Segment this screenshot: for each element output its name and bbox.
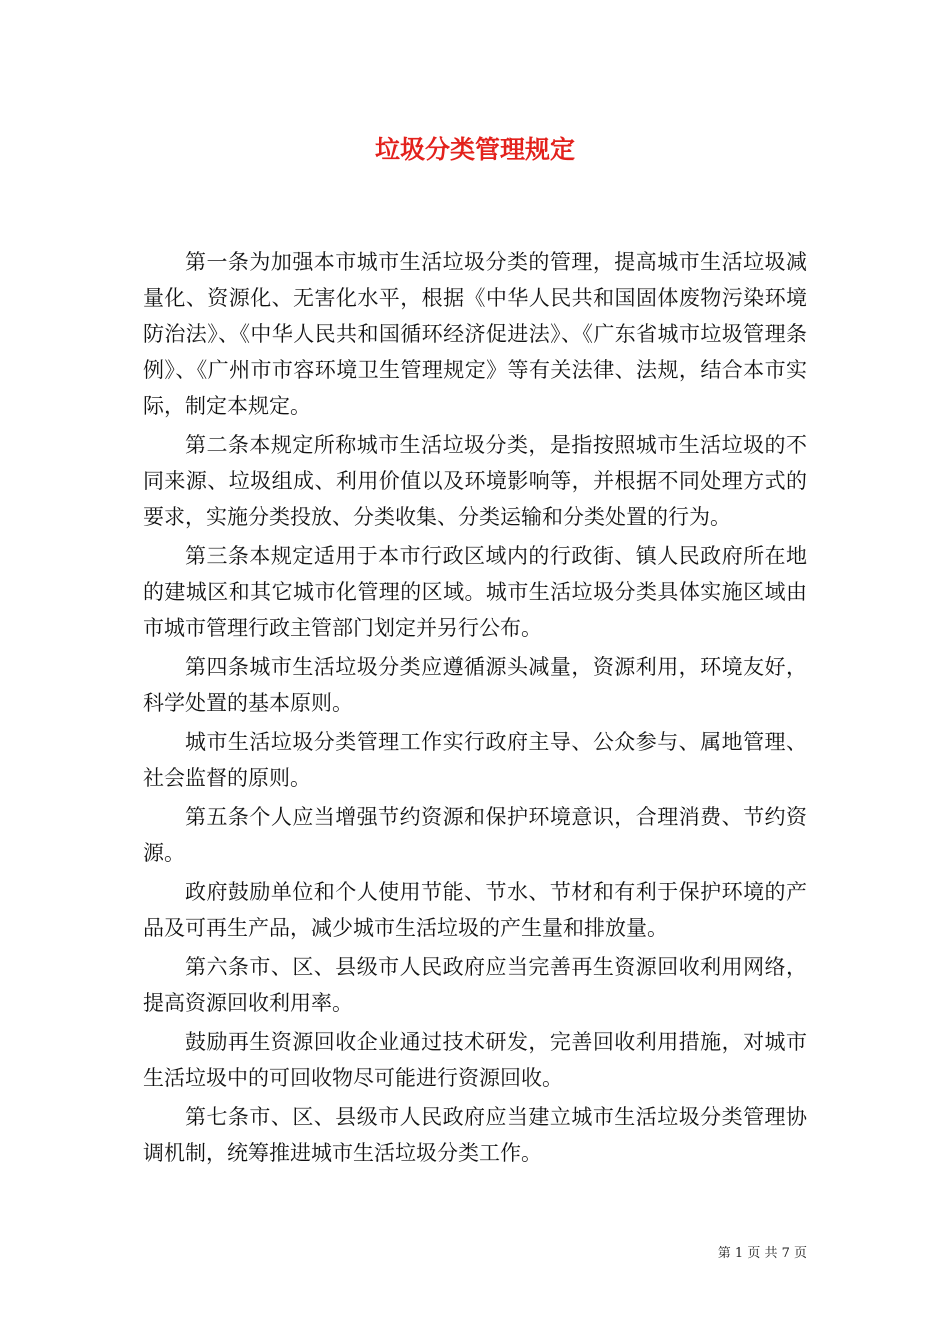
paragraph-article-1: 第一条为加强本市城市生活垃圾分类的管理，提高城市生活垃圾减量化、资源化、无害化水平，根据《中华人民共和国固体废物污染环境防治法》、《中华人民共和国循环经济促进法》、《广东省城市垃圾管理条例》、《广州市市容环境卫生管理规定》等有关法律、法规，结合本市实际，制定本规定。 <box>143 250 807 418</box>
paragraph-article-6: 第六条市、区、县级市人民政府应当完善再生资源回收利用网络，提高资源回收利用率。 <box>143 955 807 1015</box>
paragraph-article-4-principles: 城市生活垃圾分类管理工作实行政府主导、公众参与、属地管理、社会监督的原则。 <box>143 730 807 790</box>
paragraph-article-3: 第三条本规定适用于本市行政区域内的行政街、镇人民政府所在地的建城区和其它城市化管理的区域。城市生活垃圾分类具体实施区域由市城市管理行政主管部门划定并另行公布。 <box>143 544 807 640</box>
paragraph-article-7: 第七条市、区、县级市人民政府应当建立城市生活垃圾分类管理协调机制，统筹推进城市生活垃圾分类工作。 <box>143 1105 807 1165</box>
paragraph-article-5: 第五条个人应当增强节约资源和保护环境意识，合理消费、节约资源。 <box>143 805 807 865</box>
page-number-footer: 第 1 页 共 7 页 <box>717 1246 807 1261</box>
paragraph-article-2: 第二条本规定所称城市生活垃圾分类，是指按照城市生活垃圾的不同来源、垃圾组成、利用价值以及环境影响等，并根据不同处理方式的要求，实施分类投放、分类收集、分类运输和分类处置的行为。 <box>143 433 807 529</box>
document-title: 垃圾分类管理规定 <box>374 135 575 164</box>
document-body <box>143 244 807 1174</box>
paragraph-article-4: 第四条城市生活垃圾分类应遵循源头减量，资源利用，环境友好，科学处置的基本原则。 <box>143 655 807 715</box>
paragraph-article-5-encourage: 政府鼓励单位和个人使用节能、节水、节材和有利于保护环境的产品及可再生产品，减少城市生活垃圾的产生量和排放量。 <box>143 880 807 940</box>
paragraph-article-6-recycling: 鼓励再生资源回收企业通过技术研发，完善回收利用措施，对城市生活垃圾中的可回收物尽可能进行资源回收。 <box>143 1030 807 1090</box>
